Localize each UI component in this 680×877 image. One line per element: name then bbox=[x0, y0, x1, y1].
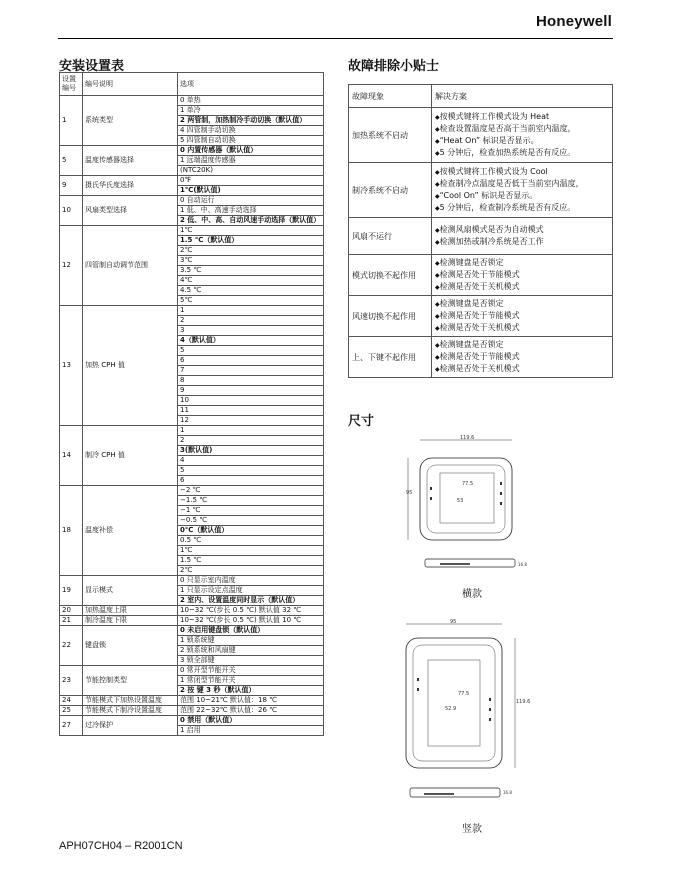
setting-option: 3 bbox=[178, 326, 324, 336]
col-header-num: 设置编号 bbox=[60, 73, 83, 96]
trouble-solution bbox=[432, 218, 613, 255]
trouble-solution bbox=[432, 255, 613, 296]
setting-description: 四管制自动调节范围 bbox=[83, 226, 178, 306]
setting-option: 10~32 ℃(步长 0.5 ℃) 默认值 32 ℃ bbox=[178, 606, 324, 616]
solution-line: ◆ 检查制冷点温度是否低于当前室内温度， bbox=[435, 178, 609, 190]
setting-option: 范围 10~21℃ 默认值：18 ℃ bbox=[178, 696, 324, 706]
setting-option: −0.5 ℃ bbox=[178, 516, 324, 526]
install-row bbox=[60, 706, 324, 716]
setting-description: 风扇类型选择 bbox=[83, 196, 178, 226]
solution-line: ◆ 检测是否处于关机模式 bbox=[435, 363, 609, 375]
install-row bbox=[60, 666, 324, 676]
setting-description: 节能模式下制冷设置温度 bbox=[83, 706, 178, 716]
setting-option: −1 ℃ bbox=[178, 506, 324, 516]
install-row bbox=[60, 146, 324, 156]
brand-logo: Honeywell bbox=[536, 13, 612, 30]
setting-option: 1 bbox=[178, 306, 324, 316]
setting-number: 27 bbox=[60, 716, 83, 736]
solution-line: ◆ 按模式键将工作模式设为 Heat bbox=[435, 111, 609, 123]
col-header-phenomenon: 故障现象 bbox=[349, 85, 432, 108]
setting-option: 2 bbox=[178, 316, 324, 326]
setting-option: (NTC20K) bbox=[178, 166, 324, 176]
solution-line: ◆ 检测是否处于关机模式 bbox=[435, 281, 609, 293]
solution-line: ◆ 检测键盘是否锁定 bbox=[435, 339, 609, 351]
dim-v-depth: 16.8 bbox=[503, 790, 512, 795]
install-row bbox=[60, 226, 324, 236]
col-header-solution: 解决方案 bbox=[432, 85, 613, 108]
setting-description: 温度补偿 bbox=[83, 486, 178, 576]
trouble-phenomenon: 风速切换不起作用 bbox=[349, 296, 432, 337]
setting-number: 20 bbox=[60, 606, 83, 616]
solution-line: ◆ 检测风扇模式是否为自动模式 bbox=[435, 224, 609, 236]
setting-option: 2 室内、设置温度同时显示（默认值） bbox=[178, 596, 324, 606]
setting-option: 0 禁用（默认值） bbox=[178, 716, 324, 726]
trouble-solution bbox=[432, 337, 613, 378]
setting-option: 1.5 ℃ bbox=[178, 556, 324, 566]
setting-description: 过冷保护 bbox=[83, 716, 178, 736]
trouble-row bbox=[349, 337, 613, 378]
setting-option: 1 只显示设定点温度 bbox=[178, 586, 324, 596]
solution-line: ◆ “Cool On” 标识是否显示。 bbox=[435, 190, 609, 202]
dim-v-inner-height: 77.5 bbox=[458, 691, 470, 697]
setting-option: 0 内置传感器（默认值） bbox=[178, 146, 324, 156]
install-row bbox=[60, 486, 324, 496]
troubleshooting-table bbox=[348, 84, 613, 378]
install-row bbox=[60, 716, 324, 726]
install-row bbox=[60, 616, 324, 626]
setting-option: 1 远端温度传感器 bbox=[178, 156, 324, 166]
setting-description: 显示模式 bbox=[83, 576, 178, 606]
setting-number: 14 bbox=[60, 426, 83, 486]
solution-line: ◆ 检测是否处于节能模式 bbox=[435, 351, 609, 363]
setting-option: −1.5 ℃ bbox=[178, 496, 324, 506]
header-rule bbox=[58, 38, 613, 39]
setting-description: 加热温度上限 bbox=[83, 606, 178, 616]
setting-option: 1℃(默认值) bbox=[178, 186, 324, 196]
setting-option: 4 bbox=[178, 456, 324, 466]
setting-option: 1 bbox=[178, 426, 324, 436]
solution-line: ◆ 检测加热或制冷系统是否工作 bbox=[435, 236, 609, 248]
setting-option: 1 启用 bbox=[178, 726, 324, 736]
vertical-caption: 竖款 bbox=[462, 824, 482, 835]
trouble-row bbox=[349, 163, 613, 218]
setting-description: 制冷温度下限 bbox=[83, 616, 178, 626]
setting-number: 19 bbox=[60, 576, 83, 606]
setting-option: 0 单热 bbox=[178, 96, 324, 106]
setting-number: 21 bbox=[60, 616, 83, 626]
setting-option: 2 两管制，加热制冷手动切换（默认值） bbox=[178, 116, 324, 126]
setting-option: 4.5 ℃ bbox=[178, 286, 324, 296]
solution-line: ◆ 检测是否处于关机模式 bbox=[435, 322, 609, 334]
setting-option: 5 四管制自动切换 bbox=[178, 136, 324, 146]
col-header-desc: 编号说明 bbox=[83, 73, 178, 96]
trouble-row bbox=[349, 218, 613, 255]
trouble-row bbox=[349, 296, 613, 337]
solution-line: ◆ 按模式键将工作模式设为 Cool bbox=[435, 166, 609, 178]
trouble-phenomenon: 风扇不运行 bbox=[349, 218, 432, 255]
setting-option: 1 单冷 bbox=[178, 106, 324, 116]
dim-h-width: 119.6 bbox=[460, 435, 475, 441]
setting-option: 3 锁全部键 bbox=[178, 656, 324, 666]
setting-option: 1 锁系统键 bbox=[178, 636, 324, 646]
setting-option: 3℃ bbox=[178, 256, 324, 266]
setting-description: 系统类型 bbox=[83, 96, 178, 146]
setting-option: 0 自动运行 bbox=[178, 196, 324, 206]
setting-option: 0℉ bbox=[178, 176, 324, 186]
setting-option: 1℃ bbox=[178, 546, 324, 556]
setting-number: 1 bbox=[60, 96, 83, 146]
setting-description: 节能控制类型 bbox=[83, 666, 178, 696]
setting-number: 18 bbox=[60, 486, 83, 576]
setting-option: 12 bbox=[178, 416, 324, 426]
vertical-model-drawing bbox=[400, 618, 530, 808]
setting-option: 2℃ bbox=[178, 566, 324, 576]
setting-number: 9 bbox=[60, 176, 83, 196]
install-row bbox=[60, 696, 324, 706]
dim-v-width: 95 bbox=[450, 619, 457, 625]
setting-option: 0℃（默认值） bbox=[178, 526, 324, 536]
install-row bbox=[60, 576, 324, 586]
setting-option: 8 bbox=[178, 376, 324, 386]
setting-option: 4℃ bbox=[178, 276, 324, 286]
install-row bbox=[60, 96, 324, 106]
trouble-phenomenon: 加热系统不启动 bbox=[349, 108, 432, 163]
dim-v-height: 119.6 bbox=[516, 699, 530, 705]
setting-option: 5 bbox=[178, 466, 324, 476]
solution-line: ◆ 检测是否处于节能模式 bbox=[435, 310, 609, 322]
trouble-solution bbox=[432, 296, 613, 337]
setting-number: 23 bbox=[60, 666, 83, 696]
install-row bbox=[60, 196, 324, 206]
setting-option: 2 bbox=[178, 436, 324, 446]
setting-option: 0 只显示室内温度 bbox=[178, 576, 324, 586]
document-code: APH07CH04 – R2001CN bbox=[59, 840, 183, 852]
setting-option: 4（默认值） bbox=[178, 336, 324, 346]
install-settings-table bbox=[59, 72, 324, 736]
setting-option: 2 锁系统和风扇键 bbox=[178, 646, 324, 656]
setting-option: 11 bbox=[178, 406, 324, 416]
trouble-phenomenon: 制冷系统不启动 bbox=[349, 163, 432, 218]
setting-option: 范围 22~32℃ 默认值：26 ℃ bbox=[178, 706, 324, 716]
setting-option: 0 未启用键盘锁（默认值） bbox=[178, 626, 324, 636]
setting-option: 10 bbox=[178, 396, 324, 406]
install-title: 安装设置表 bbox=[59, 59, 125, 74]
setting-option: 1 常闭型节能开关 bbox=[178, 676, 324, 686]
setting-option: −2 ℃ bbox=[178, 486, 324, 496]
horizontal-model-drawing bbox=[400, 432, 530, 572]
setting-option: 2℃ bbox=[178, 246, 324, 256]
setting-option: 10~32 ℃(步长 0.5 ℃) 默认值 10 ℃ bbox=[178, 616, 324, 626]
setting-number: 10 bbox=[60, 196, 83, 226]
setting-option: 9 bbox=[178, 386, 324, 396]
trouble-row bbox=[349, 255, 613, 296]
trouble-title: 故障排除小贴士 bbox=[348, 59, 440, 74]
trouble-phenomenon: 模式切换不起作用 bbox=[349, 255, 432, 296]
solution-line: ◆ 检测键盘是否锁定 bbox=[435, 257, 609, 269]
setting-option: 0 常开型节能开关 bbox=[178, 666, 324, 676]
trouble-phenomenon: 上、下键不起作用 bbox=[349, 337, 432, 378]
install-row bbox=[60, 426, 324, 436]
dim-h-depth: 16.8 bbox=[518, 562, 527, 567]
setting-option: 3(默认值) bbox=[178, 446, 324, 456]
setting-option: 6 bbox=[178, 476, 324, 486]
solution-line: ◆ 5 分钟后，检查制冷系统是否有反应。 bbox=[435, 202, 609, 214]
setting-number: 22 bbox=[60, 626, 83, 666]
setting-option: 4 四管制手动切换 bbox=[178, 126, 324, 136]
setting-option: 0.5 ℃ bbox=[178, 536, 324, 546]
setting-option: 1℃ bbox=[178, 226, 324, 236]
solution-line: ◆ “Heat On” 标识是否显示。 bbox=[435, 135, 609, 147]
trouble-solution bbox=[432, 108, 613, 163]
setting-option: 5 bbox=[178, 346, 324, 356]
install-row bbox=[60, 626, 324, 636]
dim-h-height: 95 bbox=[406, 490, 413, 496]
setting-option: 1 低、中、高速手动选择 bbox=[178, 206, 324, 216]
setting-option: 5℃ bbox=[178, 296, 324, 306]
setting-number: 24 bbox=[60, 696, 83, 706]
install-row bbox=[60, 176, 324, 186]
install-row bbox=[60, 306, 324, 316]
trouble-solution bbox=[432, 163, 613, 218]
setting-number: 12 bbox=[60, 226, 83, 306]
solution-line: ◆ 检测是否处于节能模式 bbox=[435, 269, 609, 281]
setting-number: 13 bbox=[60, 306, 83, 426]
setting-option: 2 低、中、高、自动风速手动选择（默认值） bbox=[178, 216, 324, 226]
setting-description: 温度传感器选择 bbox=[83, 146, 178, 176]
solution-line: ◆ 5 分钟后，检查加热系统是否有反应。 bbox=[435, 147, 609, 159]
setting-description: 制冷 CPH 值 bbox=[83, 426, 178, 486]
setting-option: 1.5 ℃（默认值） bbox=[178, 236, 324, 246]
dimensions-title: 尺寸 bbox=[348, 414, 375, 429]
setting-option: 6 bbox=[178, 356, 324, 366]
setting-description: 节能模式下加热设置温度 bbox=[83, 696, 178, 706]
trouble-row bbox=[349, 108, 613, 163]
solution-line: ◆ 检查设置温度是否高于当前室内温度， bbox=[435, 123, 609, 135]
install-row bbox=[60, 606, 324, 616]
setting-description: 键盘锁 bbox=[83, 626, 178, 666]
horizontal-caption: 横款 bbox=[462, 589, 482, 600]
setting-description: 摄氏华氏度选择 bbox=[83, 176, 178, 196]
dim-v-inner-width: 52.9 bbox=[445, 706, 457, 712]
solution-line: ◆ 检测键盘是否锁定 bbox=[435, 298, 609, 310]
setting-option: 2 按 键 3 秒（默认值） bbox=[178, 686, 324, 696]
dim-h-inner-height: 53 bbox=[457, 498, 464, 504]
setting-option: 3.5 ℃ bbox=[178, 266, 324, 276]
setting-number: 5 bbox=[60, 146, 83, 176]
setting-description: 加热 CPH 值 bbox=[83, 306, 178, 426]
col-header-options: 选项 bbox=[178, 73, 324, 96]
setting-option: 7 bbox=[178, 366, 324, 376]
setting-number: 25 bbox=[60, 706, 83, 716]
dim-h-inner-width: 77.5 bbox=[462, 481, 474, 487]
